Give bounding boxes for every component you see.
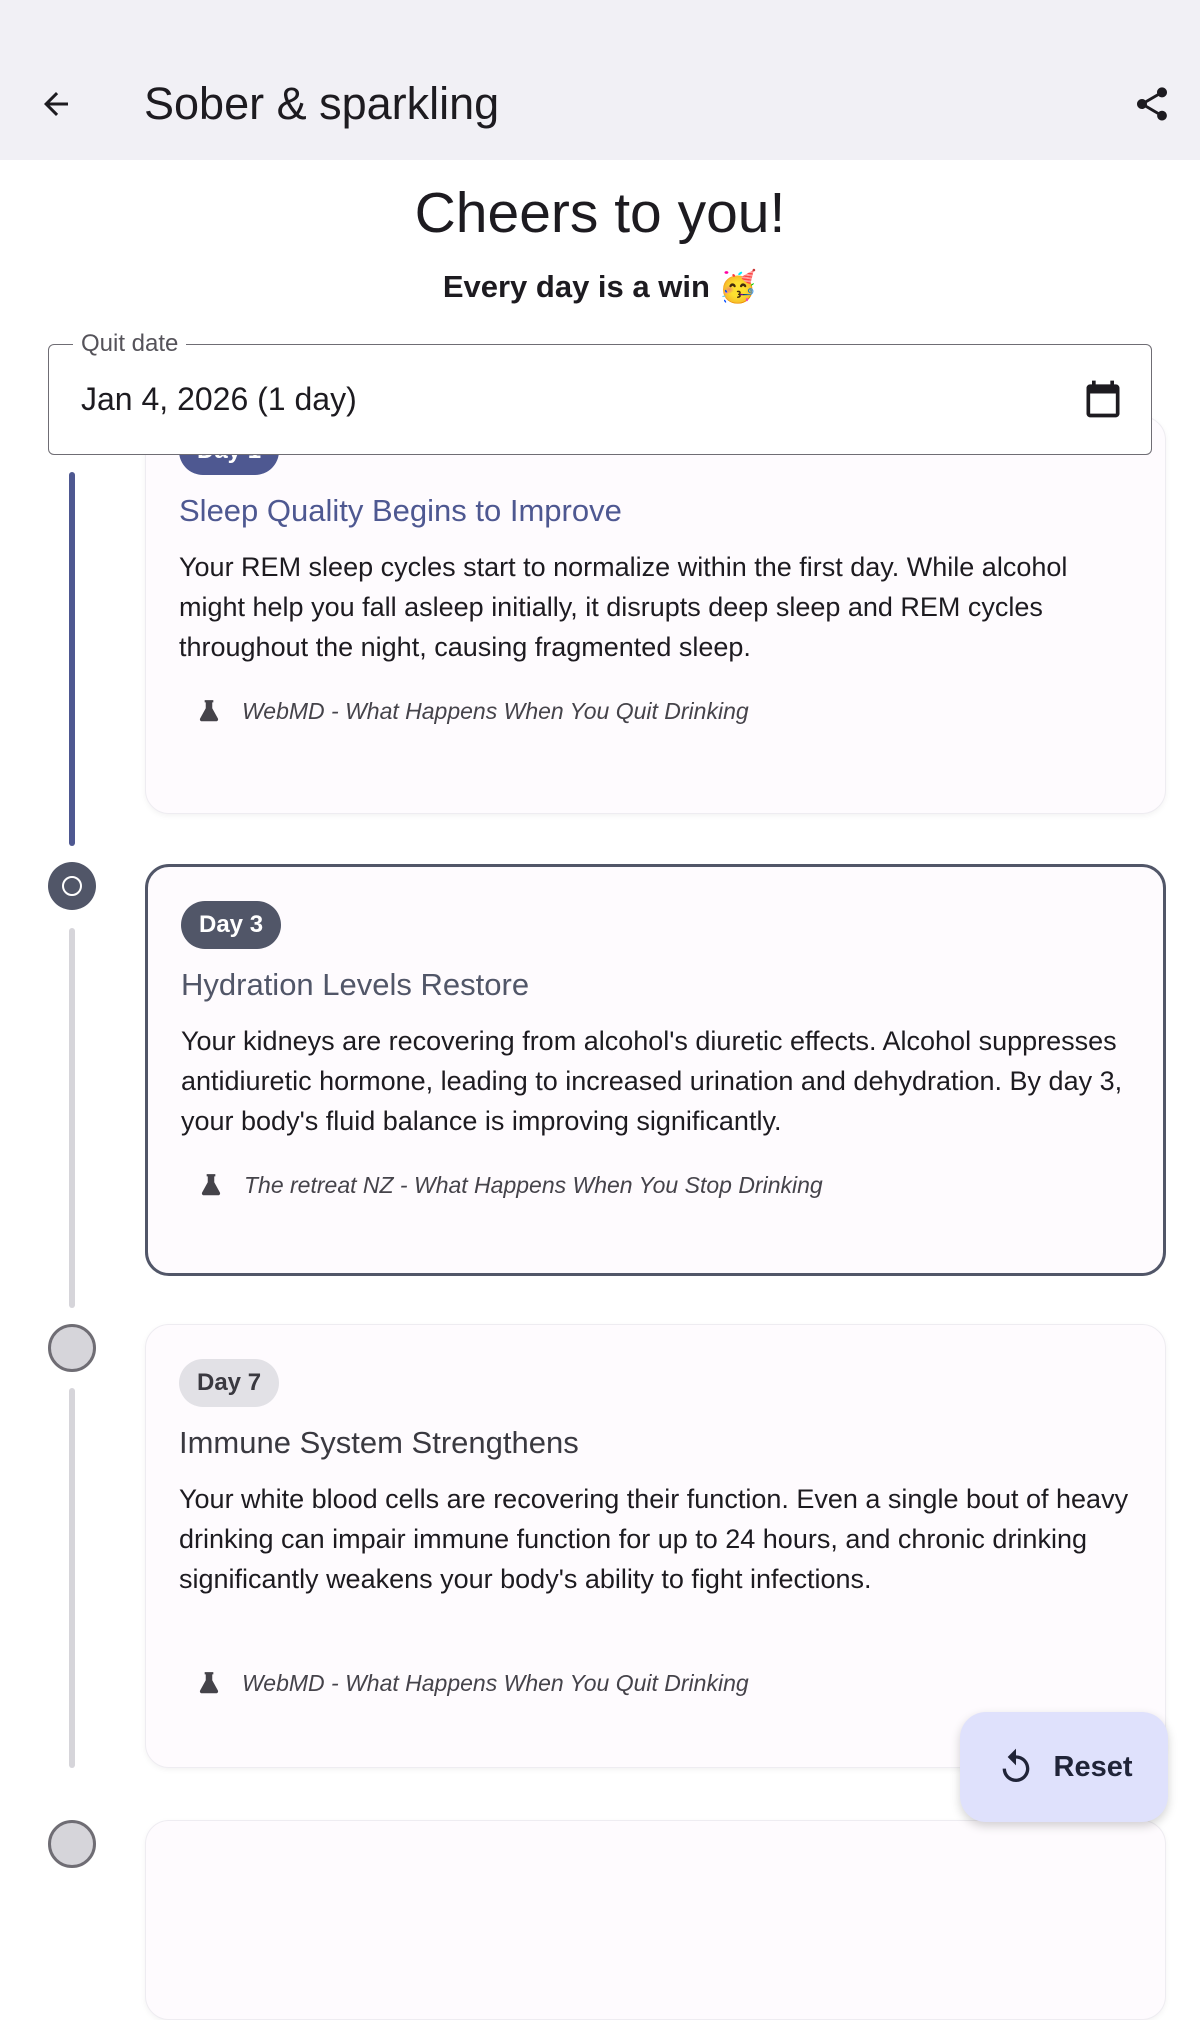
source-text: WebMD - What Happens When You Quit Drinking [242, 698, 749, 724]
reset-icon [996, 1747, 1036, 1787]
share-button[interactable] [1124, 76, 1180, 132]
milestone-source[interactable] [198, 1170, 823, 1200]
reset-label: Reset [1053, 1750, 1133, 1783]
milestone-description: Your white blood cells are recovering their function. Even a single bout of heavy drinking can impair immune function for up to 24 hours, and chronic drinking significantly weakens your body's ability to fight infections. [179, 1484, 1129, 1594]
calendar-icon [1081, 377, 1125, 421]
milestone-card-current[interactable] [145, 864, 1166, 1276]
timeline-rail-achieved [69, 472, 75, 846]
reset-button[interactable] [960, 1712, 1168, 1822]
timeline-dot-upcoming [48, 1324, 96, 1372]
subtitle-text: Every day is a win [442, 269, 710, 304]
source-text: WebMD - What Happens When You Quit Drinking [242, 1670, 749, 1696]
quit-date-label: Quit date [73, 329, 186, 359]
day-badge: Day 3 [181, 901, 281, 949]
app-bar [0, 0, 1200, 160]
flask-icon [198, 1171, 226, 1199]
calendar-button[interactable] [1077, 373, 1129, 425]
milestone-description: Your kidneys are recovering from alcohol's diuretic effects. Alcohol suppresses antidiuretic hormone, leading to increased urination and dehydration. By day 3, your body's fluid balance is improving significantly. [181, 1026, 1123, 1136]
day-badge: Day 7 [179, 1359, 279, 1407]
flask-icon [196, 1669, 224, 1697]
milestone-source[interactable] [196, 696, 749, 726]
flask-icon [196, 697, 224, 725]
timeline-dot-upcoming [48, 1820, 96, 1868]
milestone-title: Hydration Levels Restore [181, 967, 530, 1002]
arrow-back-icon [38, 86, 74, 122]
party-face-icon: 🥳 [718, 269, 758, 304]
milestone-card[interactable] [145, 1324, 1166, 1768]
timeline-rail-upcoming [69, 1388, 75, 1768]
current-ring-icon [62, 876, 82, 896]
timeline-dot-current [48, 862, 96, 910]
milestone-description: Your REM sleep cycles start to normalize within the first day. While alcohol might help you fall asleep initially, it disrupts deep sleep and REM cycles throughout the night, causing fragmented sleep. [179, 552, 1068, 662]
quit-date-field[interactable] [48, 330, 1152, 455]
milestone-card[interactable] [145, 1820, 1166, 2020]
page-subtitle [0, 266, 1200, 308]
source-text: The retreat NZ - What Happens When You Stop Drinking [244, 1172, 823, 1198]
milestone-title: Immune System Strengthens [179, 1425, 579, 1460]
app-title: Sober & sparkling [144, 78, 500, 129]
back-button[interactable] [28, 76, 84, 132]
milestone-title: Sleep Quality Begins to Improve [179, 493, 622, 528]
milestone-timeline[interactable] [0, 456, 1200, 1856]
milestone-source[interactable] [196, 1668, 749, 1698]
timeline-rail-upcoming [69, 928, 75, 1308]
quit-date-value: Jan 4, 2026 (1 day) [81, 381, 357, 417]
page-title: Cheers to you! [414, 181, 786, 245]
share-icon [1132, 84, 1172, 124]
milestone-card[interactable] [145, 416, 1166, 814]
